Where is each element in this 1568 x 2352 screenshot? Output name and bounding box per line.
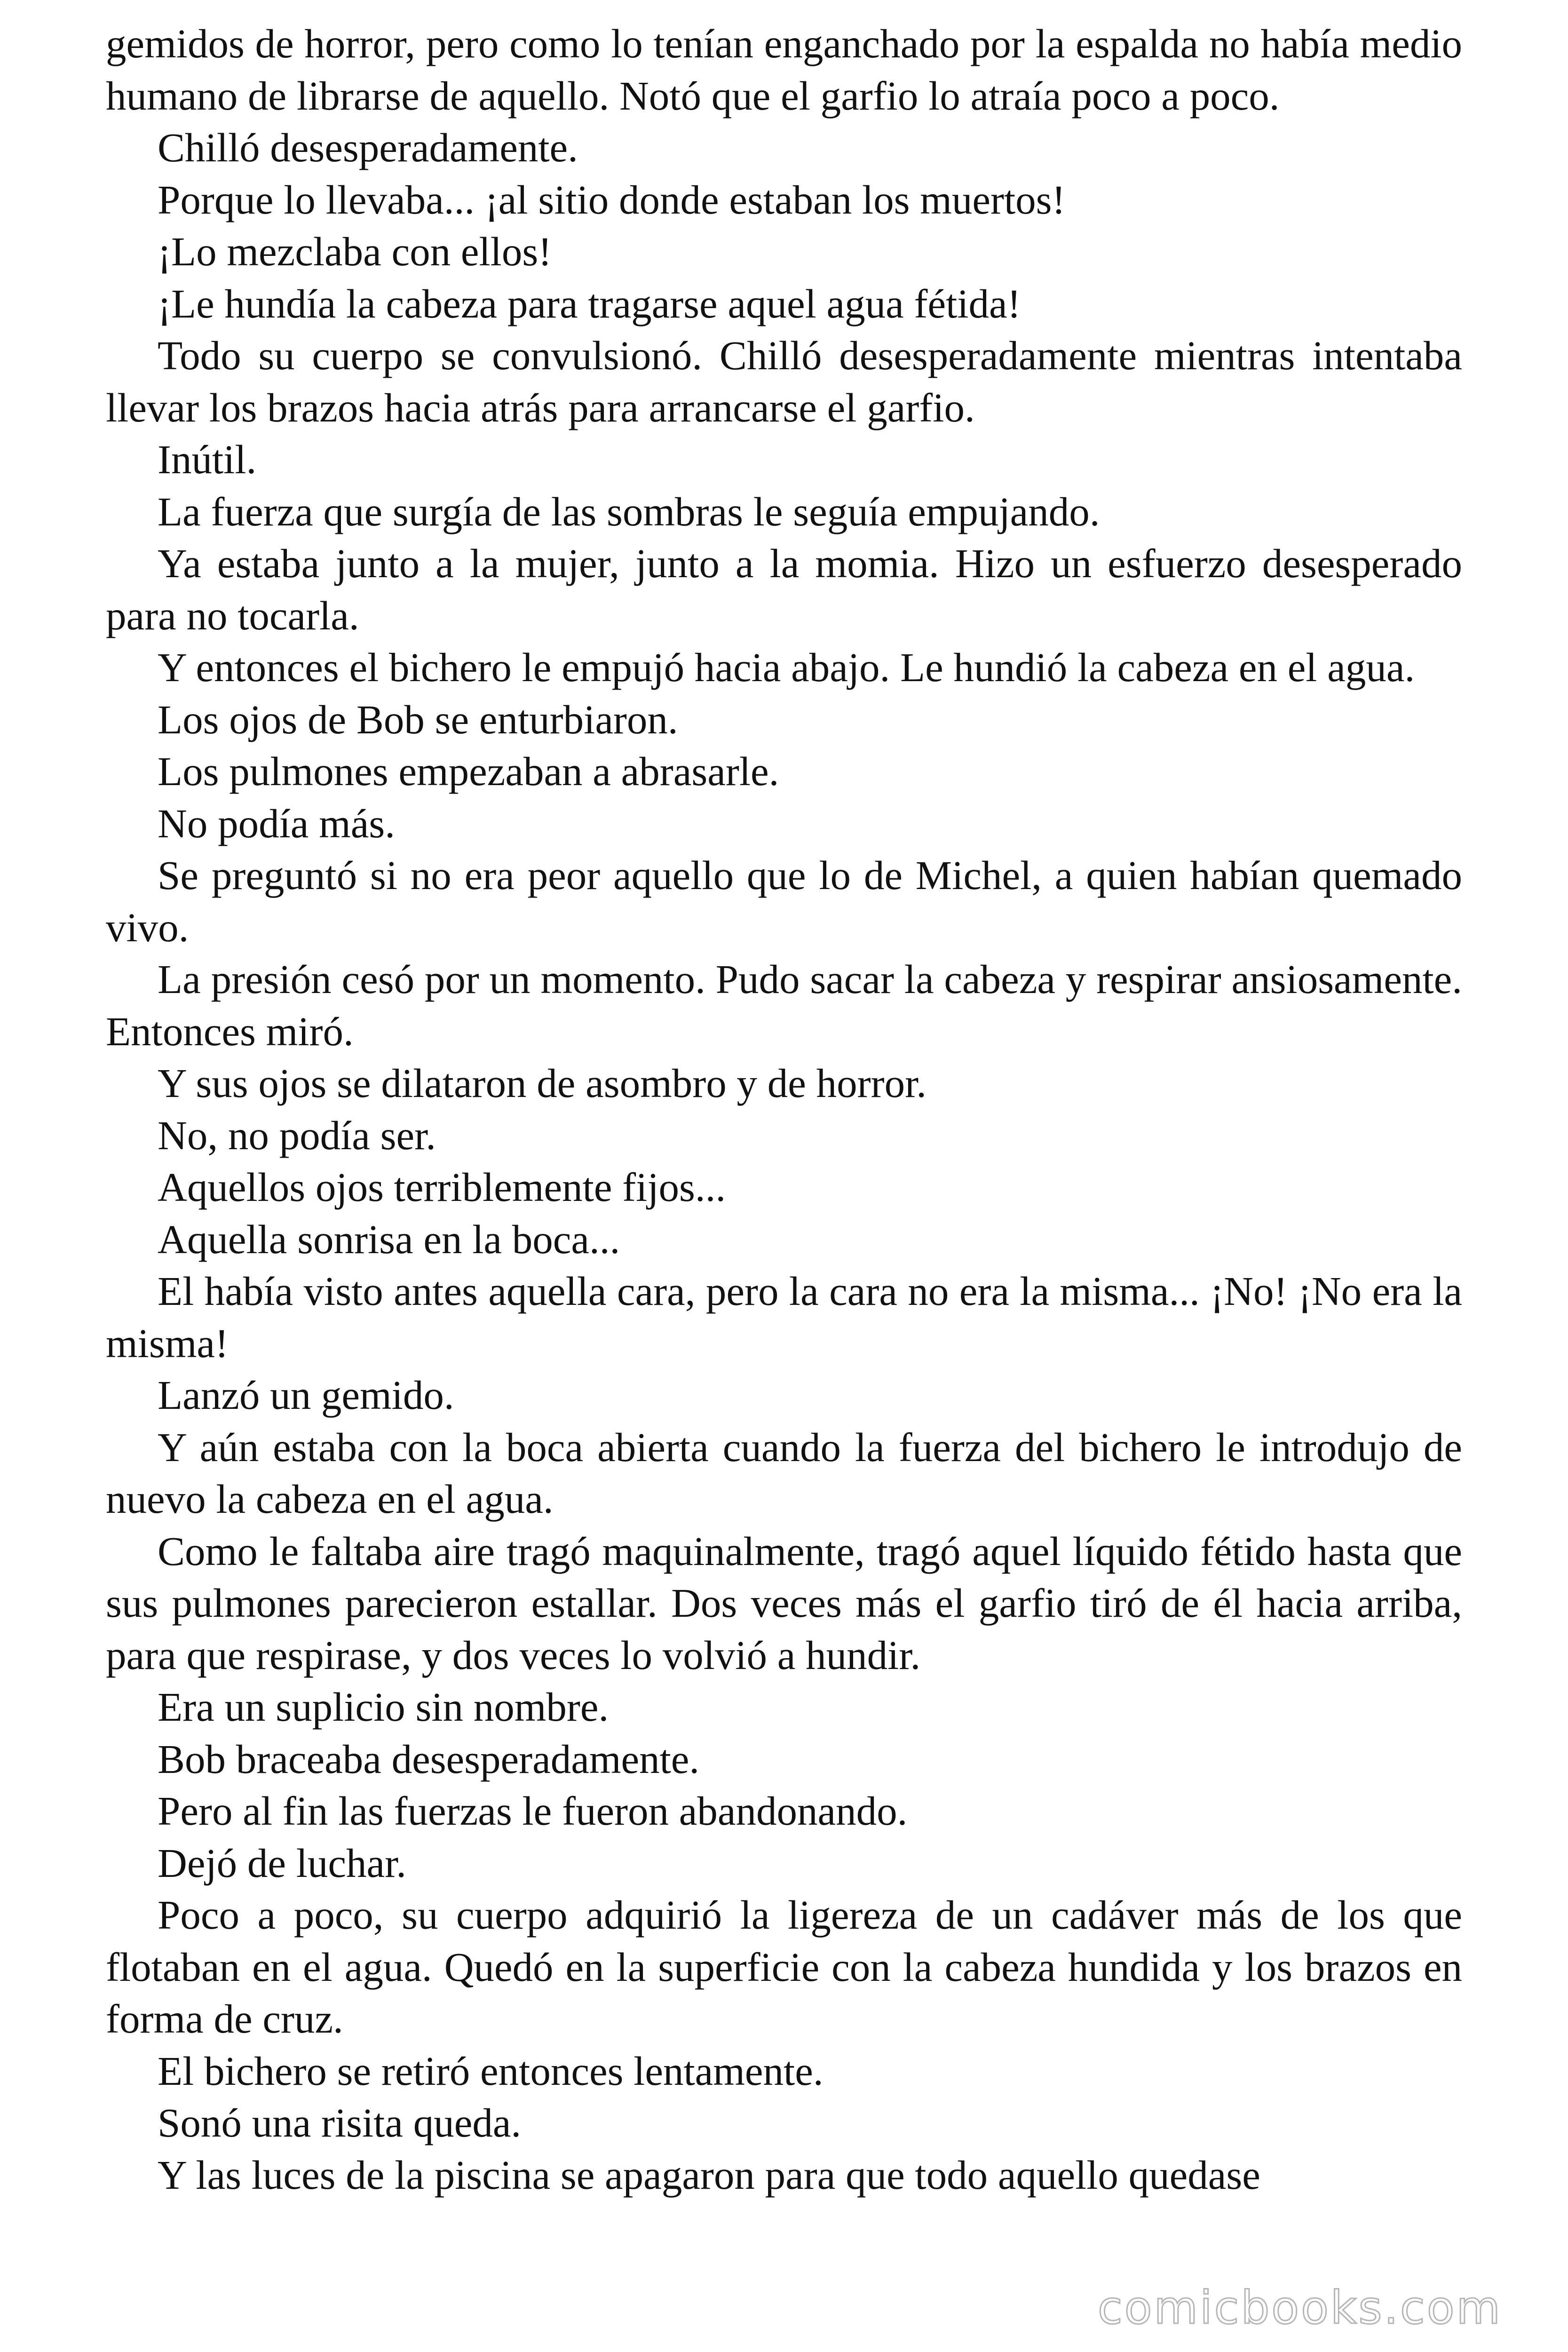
paragraph: No, no podía ser. — [158, 1112, 436, 1158]
paragraph: Y sus ojos se dilataron de asombro y de horror. — [158, 1060, 927, 1106]
paragraph: Chilló desesperadamente. — [158, 125, 578, 170]
paragraph: Los pulmones empezaban a abrasarle. — [158, 748, 779, 794]
paragraph: Se preguntó si no era peor aquello que lo de Michel, a quien habían quemado vivo. — [106, 852, 1462, 950]
paragraph: Era un suplicio sin nombre. — [158, 1684, 609, 1730]
paragraph: Los ojos de Bob se enturbiaron. — [158, 696, 678, 742]
paragraph: Y aún estaba con la boca abierta cuando la fuerza del bichero le introdujo de nuevo la cabeza en el agua. — [106, 1424, 1462, 1522]
paragraph: La fuerza que surgía de las sombras le seguía empujando. — [158, 488, 1100, 534]
paragraph: Y entonces el bichero le empujó hacia abajo. Le hundió la cabeza en el agua. — [158, 644, 1415, 690]
paragraph: Poco a poco, su cuerpo adquirió la ligereza de un cadáver más de los que flotaban en el agua. Quedó en la superficie con la cabeza hundida y los brazos en forma de cruz. — [106, 1892, 1462, 2042]
paragraph: El había visto antes aquella cara, pero la cara no era la misma... ¡No! ¡No era la misma! — [106, 1268, 1462, 1366]
paragraph: Dejó de luchar. — [158, 1840, 407, 1886]
paragraph: Sonó una risita queda. — [158, 2100, 522, 2145]
paragraph: Pero al fin las fuerzas le fueron abandonando. — [158, 1788, 908, 1834]
page-text — [106, 18, 1462, 2201]
paragraph: ¡Le hundía la cabeza para tragarse aquel agua fétida! — [158, 280, 1021, 326]
paragraph: El bichero se retiró entonces lentamente. — [158, 2048, 824, 2094]
paragraph: La presión cesó por un momento. Pudo sacar la cabeza y respirar ansiosamente. Entonces miró. — [106, 956, 1462, 1054]
paragraph: Porque lo llevaba... ¡al sitio donde estaban los muertos! — [158, 176, 1066, 222]
watermark-logo: comicbooks.com — [1097, 2281, 1502, 2334]
paragraph: Aquellos ojos terriblemente fijos... — [158, 1164, 726, 1210]
paragraph: Como le faltaba aire tragó maquinalmente, tragó aquel líquido fétido hasta que sus pulmones parecieron estallar. Dos veces más el garfio tiró de él hacia arriba, para que respirase, y dos veces lo volvió a hundir. — [106, 1528, 1462, 1678]
paragraph: Ya estaba junto a la mujer, junto a la momia. Hizo un esfuerzo desesperado para no tocarla. — [106, 540, 1462, 638]
paragraph: No podía más. — [158, 800, 396, 846]
paragraph: Aquella sonrisa en la boca... — [158, 1216, 620, 1262]
paragraph: ¡Lo mezclaba con ellos! — [158, 229, 552, 274]
paragraph: Lanzó un gemido. — [158, 1372, 454, 1418]
paragraph: Y las luces de la piscina se apagaron para que todo aquello quedase — [158, 2152, 1260, 2198]
paragraph: Inútil. — [158, 437, 257, 482]
paragraph: Bob braceaba desesperadamente. — [158, 1736, 700, 1782]
paragraph: gemidos de horror, pero como lo tenían enganchado por la espalda no había medio humano de librarse de aquello. Notó que el garfio lo atraía poco a poco. — [106, 21, 1462, 119]
paragraph: Todo su cuerpo se convulsionó. Chilló desesperadamente mientras intentaba llevar los brazos hacia atrás para arrancarse el garfio. — [106, 333, 1462, 430]
